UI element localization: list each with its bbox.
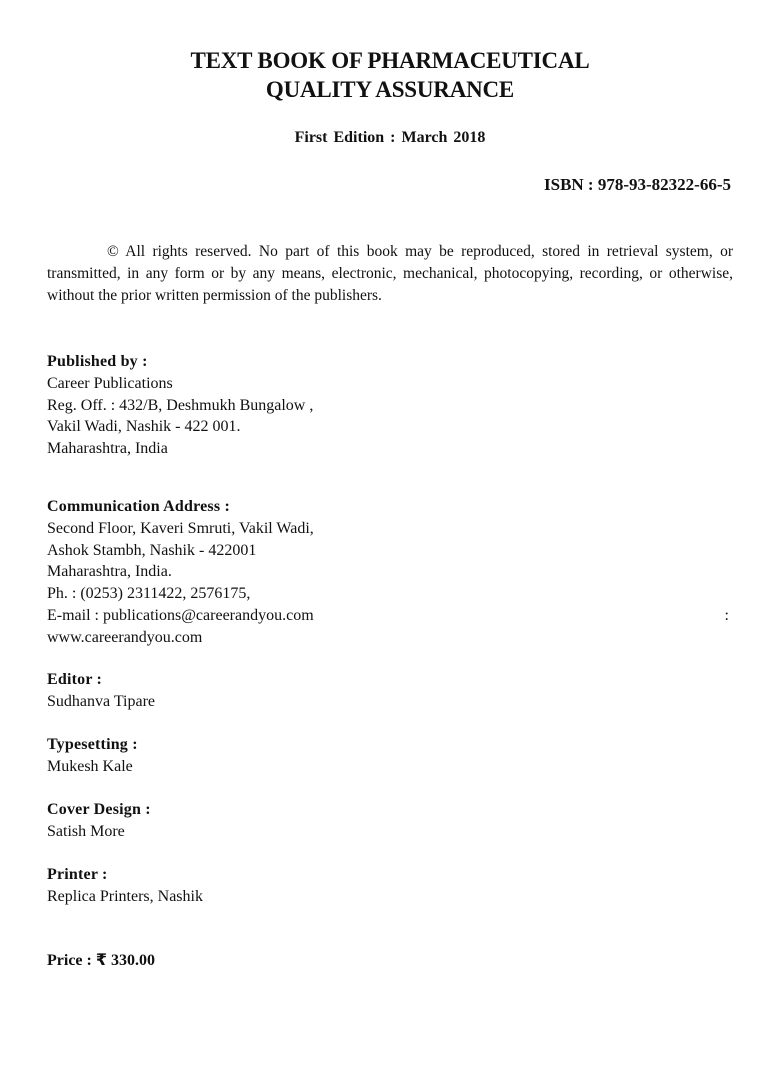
publisher-section xyxy=(47,351,737,460)
communication-line: Ashok Stambh, Nashik - 422001 xyxy=(47,541,257,559)
price-label: Price : xyxy=(47,952,92,969)
communication-line: Second Floor, Kaveri Smruti, Vakil Wadi, xyxy=(47,519,314,537)
email-row xyxy=(47,605,733,627)
typesetting-name: Mukesh Kale xyxy=(47,757,133,775)
communication-line: Ph. : (0253) 2311422, 2576175, xyxy=(47,585,251,603)
publisher-line: Career Publications xyxy=(47,374,173,392)
price xyxy=(47,950,155,970)
book-title-line-2: QUALITY ASSURANCE xyxy=(265,77,515,102)
rights-notice: © All rights reserved. No part of this book may be reproduced, stored in retrieval system, or transmitted, in any form or by any means, electronic, mechanical, photocopying, recording, or otherwise, without the prior written permission of the publishers. xyxy=(47,243,733,304)
cover-design-heading: Cover Design : xyxy=(47,801,151,818)
book-title-line-1: TEXT BOOK OF PHARMACEUTICAL xyxy=(190,48,590,73)
email-address[interactable]: E-mail : publications@careerandyou.com xyxy=(47,606,314,624)
printer-heading: Printer : xyxy=(47,866,108,883)
website-link[interactable]: www.careerandyou.com xyxy=(47,628,203,646)
cover-design-section xyxy=(47,799,737,843)
communication-heading: Communication Address : xyxy=(47,498,230,515)
publisher-heading: Published by : xyxy=(47,353,148,370)
communication-section xyxy=(47,496,733,649)
publisher-line: Vakil Wadi, Nashik - 422 001. xyxy=(47,418,241,436)
rupee-icon: ₹ xyxy=(95,950,107,969)
printer-section xyxy=(47,864,737,908)
edition-info: First Edition : March 2018 xyxy=(294,129,486,146)
typesetting-heading: Typesetting : xyxy=(47,736,138,753)
printer-name: Replica Printers, Nashik xyxy=(47,887,203,905)
cover-design-name: Satish More xyxy=(47,822,125,840)
email-trailing-colon: : xyxy=(724,606,729,624)
communication-line: Maharashtra, India. xyxy=(47,563,172,581)
editor-section xyxy=(47,669,737,713)
publisher-line: Reg. Off. : 432/B, Deshmukh Bungalow , xyxy=(47,396,314,414)
isbn: ISBN : 978-93-82322-66-5 xyxy=(544,175,731,194)
typesetting-section xyxy=(47,734,737,778)
publisher-line: Maharashtra, India xyxy=(47,440,168,458)
editor-heading: Editor : xyxy=(47,671,103,688)
editor-name: Sudhanva Tipare xyxy=(47,692,155,710)
price-amount: 330.00 xyxy=(111,952,155,969)
